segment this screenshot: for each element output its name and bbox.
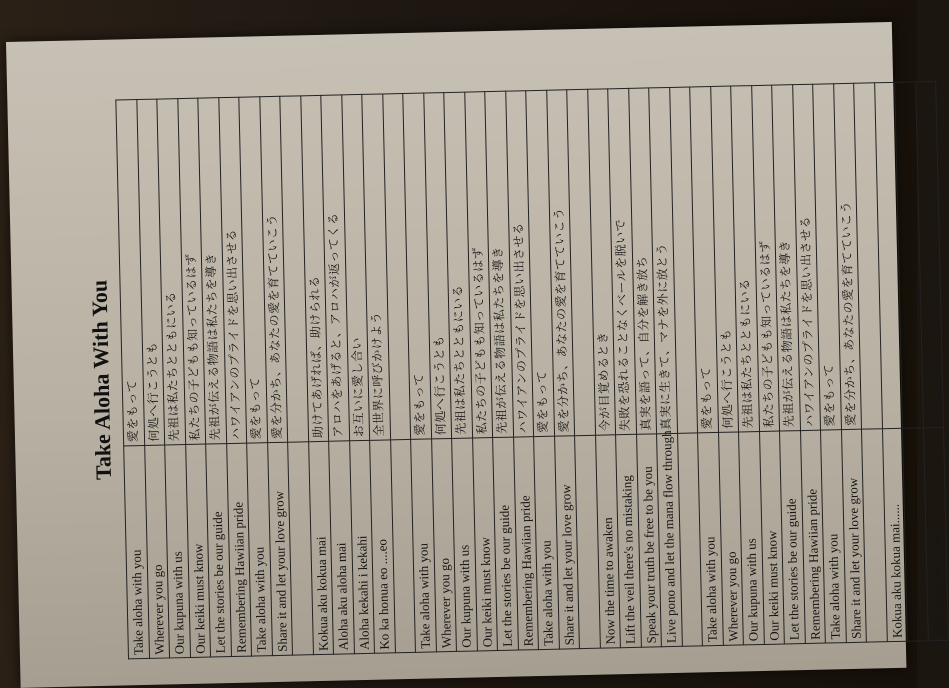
japanese-lyric: 先祖が伝える物語は私たちを導き [485, 91, 513, 437]
english-lyric: Take aloha with you [821, 430, 846, 643]
japanese-lyric: お互いに愛し合い [341, 94, 369, 440]
japanese-lyric: 真実に生きて、マナを外に放とう [649, 87, 677, 433]
english-lyric: Now the time to awaken [595, 435, 620, 648]
english-lyric: Share it and let your love grow [267, 442, 292, 655]
english-lyric: Take aloha with you [411, 439, 436, 652]
page-title: Take Aloha With You [86, 279, 116, 481]
japanese-lyric: 愛をもって [690, 87, 718, 433]
japanese-lyric: ハワイアンのプライドを思い出させる [792, 84, 820, 430]
japanese-lyric: 助けてあげれば、助けられる [300, 95, 328, 441]
japanese-lyric: 愛をもって [239, 97, 267, 443]
japanese-lyric: 私たちの子どもも知っているはず [177, 98, 205, 444]
rotated-page-content [75, 83, 946, 661]
english-lyric: Our kupuna with us [452, 438, 477, 651]
japanese-lyric: 愛を分かち、あなたの愛を育てていこう [833, 83, 861, 429]
english-lyric: Let the stories be our guide [493, 437, 518, 650]
english-lyric: Aloha aku aloha mai [329, 441, 354, 654]
japanese-lyric: 愛をもって [403, 93, 431, 439]
english-lyric: Lift the veil there's no mistaking [616, 434, 641, 647]
japanese-lyric: 失敗を恐れることなくベールを脱いで [608, 88, 636, 434]
japanese-lyric: 私たちの子どもも知っているはず [464, 92, 492, 438]
english-lyric: Speak your truth be free to be you [636, 434, 661, 647]
japanese-lyric: 先祖は私たちとともにいる [444, 92, 472, 438]
japanese-lyric: 先祖は私たちとともにいる [731, 86, 759, 432]
english-lyric: Ko ka honua eo ....eo [370, 440, 395, 653]
english-lyric: Our keiki must know [185, 444, 210, 657]
japanese-lyric: 先祖が伝える物語は私たちを導き [198, 98, 226, 444]
english-lyric: Our kupuna with us [165, 445, 190, 658]
japanese-lyric: アロハをあげると、アロハが返ってくる [321, 95, 349, 441]
japanese-lyric: 先祖が伝える物語は私たちを導き [772, 85, 800, 431]
english-lyric: Share it and let your love grow [554, 436, 579, 649]
english-lyric: Our kupuna with us [739, 432, 764, 645]
japanese-lyric: 愛を分かち、あなたの愛を育てていこう [546, 90, 574, 436]
english-lyric: Kokua aku kokua mai [308, 441, 333, 654]
japanese-lyric: 全世界に呼びかけよう [362, 94, 390, 440]
japanese-lyric: ハワイアンのプライドを思い出させる [505, 91, 533, 437]
english-lyric: Remembering Hawiian pride [800, 430, 825, 643]
japanese-lyric: 愛をもって [813, 84, 841, 430]
japanese-lyric: 愛をもって [526, 90, 554, 436]
english-lyric: Remembering Hawiian pride [226, 443, 251, 656]
japanese-lyric: 何処へ行こうとも [710, 86, 738, 432]
japanese-lyric: 愛を分かち、あなたの愛を育てていこう [259, 96, 287, 442]
japanese-lyric: ハワイアンのプライドを思い出させる [218, 97, 246, 443]
lyrics-table [115, 81, 948, 659]
lyrics-table-body [116, 81, 948, 658]
english-lyric: Our keiki must know [472, 438, 497, 651]
japanese-lyric: 私たちの子どもも知っているはず [751, 85, 779, 431]
japanese-lyric: 先祖は私たちとともにいる [157, 99, 185, 445]
english-lyric: Aloha kekahi i kekahi [349, 440, 374, 653]
english-lyric: Remembering Hawiian pride [513, 437, 538, 650]
japanese-lyric: 今が目覚めるとき [587, 89, 615, 435]
english-lyric: Let the stories be our guide [780, 431, 805, 644]
english-lyric: Take aloha with you [698, 432, 723, 645]
english-lyric: Share it and let your love grow [841, 429, 866, 642]
lyrics-sheet [6, 22, 946, 688]
english-lyric: Take aloha with you [534, 436, 559, 649]
japanese-lyric: 真実を語って、自分を解き放ち [628, 88, 656, 434]
english-lyric: Our keiki must know [759, 431, 784, 644]
english-lyric: Kokua aku kokua mai...... [882, 428, 907, 641]
english-lyric: Let the stories be our guide [206, 444, 231, 657]
english-lyric: Wherever you go [431, 438, 456, 651]
japanese-lyric: 何処へ行こうとも [136, 99, 164, 445]
english-lyric: Take aloha with you [124, 445, 149, 658]
english-lyric: Take aloha with you ........ [923, 427, 948, 640]
english-lyric: Take aloha with you [247, 443, 272, 656]
english-lyric: Wherever you go [144, 445, 169, 658]
japanese-lyric: 何処へ行こうとも [423, 93, 451, 439]
english-lyric: Wherever you go [718, 432, 743, 645]
english-lyric: Live pono and let the mana flow through [657, 433, 682, 646]
japanese-lyric: 愛をもって [116, 100, 144, 446]
